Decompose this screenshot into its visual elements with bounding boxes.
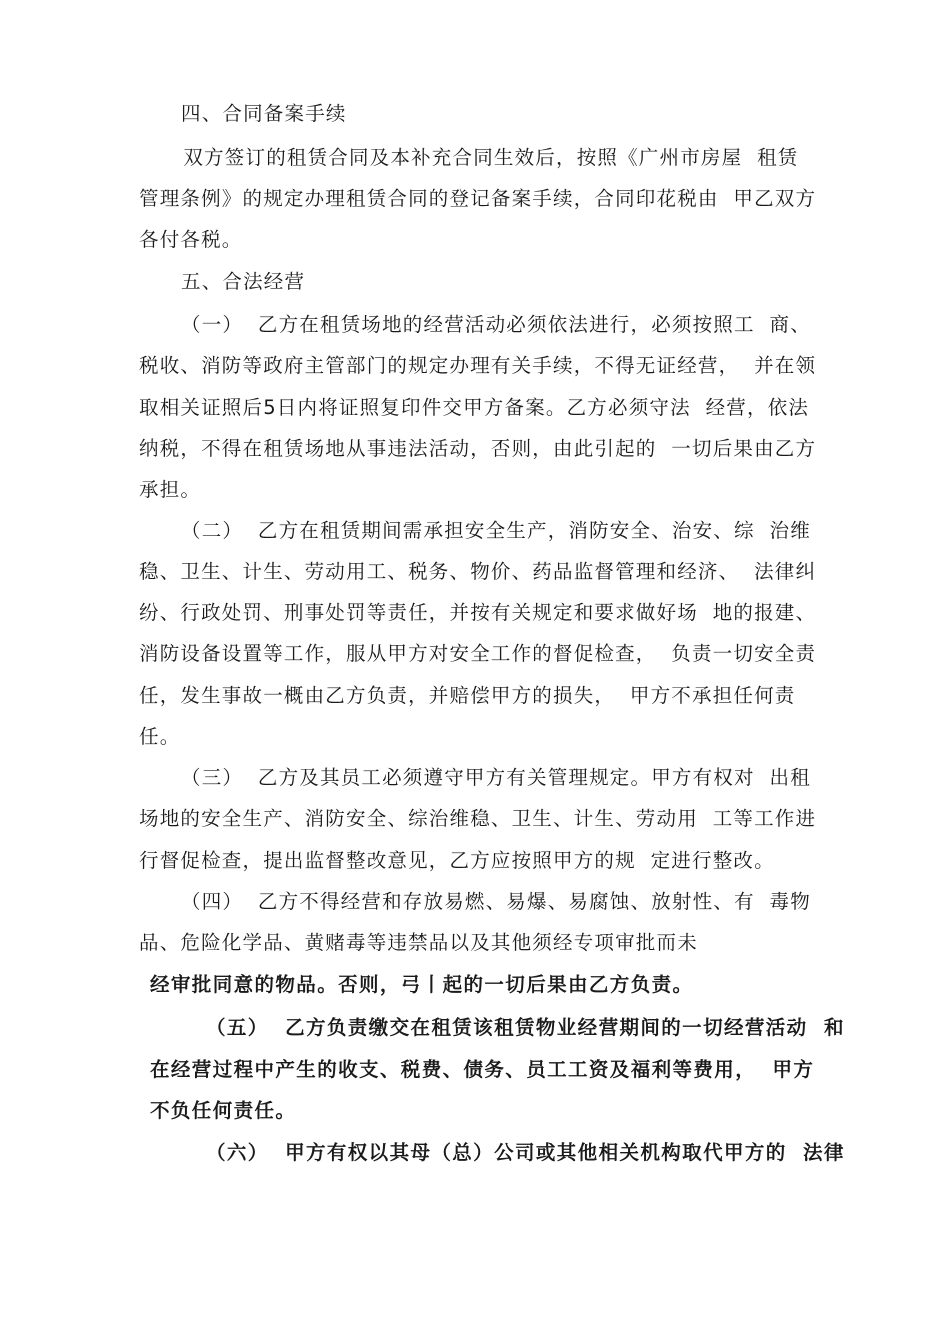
paragraph-line: 取相关证照后5日内将证照复印件交甲方备案。乙方必须守法 经营，依法 bbox=[139, 396, 810, 419]
paragraph-line: 行督促检查，提出监督整改意见，乙方应按照甲方的规 定进行整改。 bbox=[139, 849, 775, 872]
paragraph-line: 不负任何责任。 bbox=[150, 1099, 297, 1122]
paragraph-line: 经审批同意的物品。否则，弓丨起的一切后果由乙方负责。 bbox=[150, 973, 694, 996]
paragraph-line: 承担。 bbox=[139, 478, 202, 501]
paragraph-line: 纳税，不得在租赁场地从事违法活动，否则，由此引起的 一切后果由乙方 bbox=[139, 437, 817, 460]
paragraph-line: 品、危险化学品、黄赌毒等违禁品以及其他须经专项审批而未 bbox=[139, 931, 698, 954]
paragraph-line: 各付各税。 bbox=[139, 228, 243, 251]
paragraph-line: 在经营过程中产生的收支、税费、债务、员工工资及福利等费用， 甲方 bbox=[150, 1058, 815, 1081]
paragraph-line: 稳、卫生、计生、劳动用工、税务、物价、药品监督管理和经济、 法律纠 bbox=[139, 560, 817, 583]
paragraph-line: （一） 乙方在租赁场地的经营活动必须依法进行，必须按照工 商、 bbox=[181, 313, 811, 336]
paragraph-line: 场地的安全生产、消防安全、综治维稳、卫生、计生、劳动用 工等工作进 bbox=[139, 807, 817, 830]
paragraph-line: （四） 乙方不得经营和存放易燃、易爆、易腐蚀、放射性、有 毒物 bbox=[181, 890, 811, 913]
paragraph-line: （五） 乙方负责缴交在租赁该租赁物业经营期间的一切经营活动 和 bbox=[206, 1016, 845, 1039]
paragraph-line: （六） 甲方有权以其母（总）公司或其他相关机构取代甲方的 法律 bbox=[206, 1141, 845, 1164]
paragraph-line: （二） 乙方在租赁期间需承担安全生产，消防安全、治安、综 治维 bbox=[181, 519, 811, 542]
paragraph-line: 管理条例》的规定办理租赁合同的登记备案手续，合同印花税由 甲乙双方 bbox=[139, 187, 817, 210]
paragraph-line: 税收、消防等政府主管部门的规定办理有关手续，不得无证经营， 并在领 bbox=[139, 354, 817, 377]
paragraph-line: 任，发生事故一概由乙方负责，并赔偿甲方的损失， 甲方不承担任何责 bbox=[139, 684, 796, 707]
paragraph-line: 任。 bbox=[139, 725, 181, 748]
paragraph-line: 消防设备设置等工作，服从甲方对安全工作的督促检查， 负责一切安全责 bbox=[139, 642, 817, 665]
section-heading: 五、合法经营 bbox=[181, 270, 306, 293]
paragraph-line: 双方签订的租赁合同及本补充合同生效后，按照《广州市房屋 租赁 bbox=[176, 146, 799, 169]
paragraph-line: 纷、行政处罚、刑事处罚等责任，并按有关规定和要求做好场 地的报建、 bbox=[139, 601, 817, 624]
paragraph-line: （三） 乙方及其员工必须遵守甲方有关管理规定。甲方有权对 出租 bbox=[181, 766, 811, 789]
section-heading: 四、合同备案手续 bbox=[181, 102, 347, 125]
